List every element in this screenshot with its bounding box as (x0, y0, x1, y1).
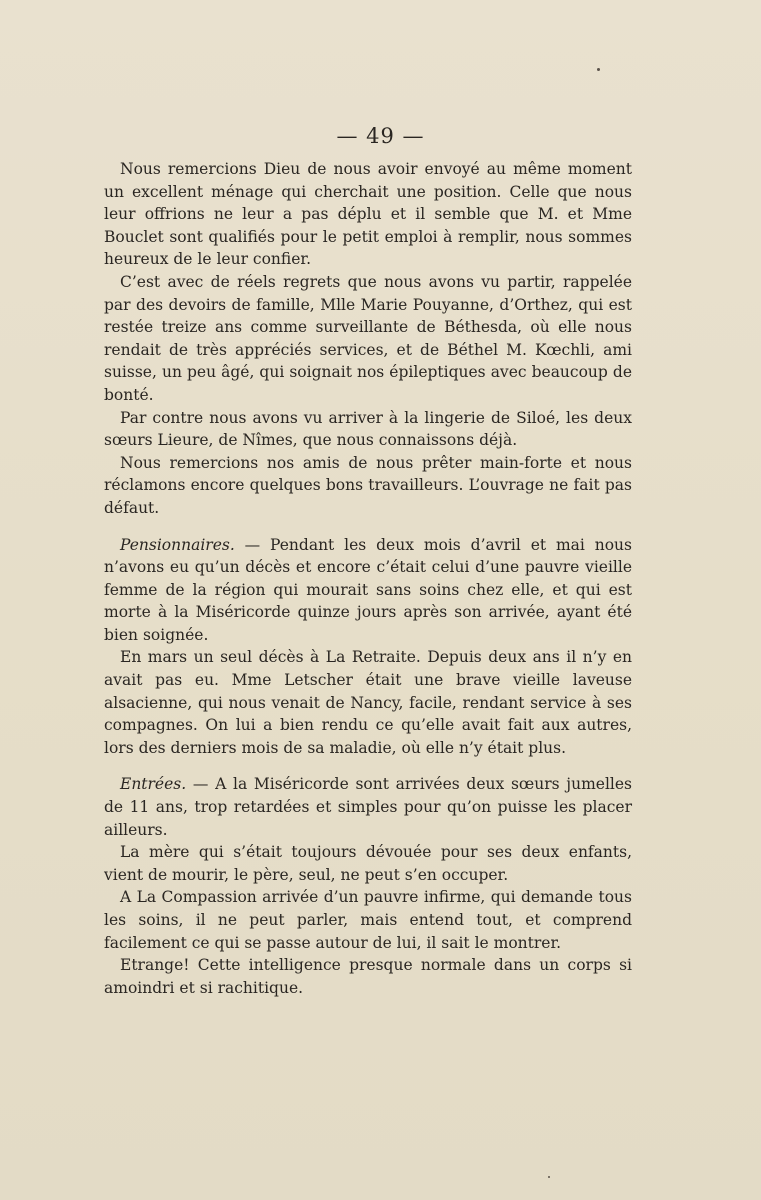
paragraph-departures: C’est avec de réels regrets que nous avons vu partir, rappelée par des devoirs de famille, Mlle Marie Pouyanne, d’Orthez, qui est restée treize ans comme surveillante de Béthesda, où elle nous rendait de très appréciés services, et de Béthel M. Kœchli, ami suisse, un peu âgé, qui soignait nos épileptiques avec beaucoup de bonté. (104, 272, 632, 404)
paragraph-staff-couple: Nous remercions Dieu de nous avoir envoyé au même moment un excellent ménage qui cherchait une position. Celle que nous leur offrions ne leur a pas déplu et il semble que M. et Mme Bouclet sont qualifiés pour le petit emploi à remplir, nous sommes heureux de le leur confier. (104, 160, 632, 269)
paragraph-retraite-death: En mars un seul décès à La Retraite. Depuis deux ans il n’y en avait pas eu. Mme Letscher était une brave vieille laveuse alsacienne, qui nous venait de Nancy, facile, rendant service à ses compagnes. On lui a bien rendu ce qu’elle avait fait aux autres, lors des derniers mois de sa maladie, où elle n’y était plus. (104, 648, 632, 757)
paper-speck (597, 68, 600, 71)
paragraph-arrivals: Par contre nous avons vu arriver à la lingerie de Siloé, les deux sœurs Lieure, de Nîmes, que nous connaissons déjà. (104, 408, 632, 450)
paragraph-strange: Etrange! Cette intelligence presque normale dans un corps si amoindri et si rachitique. (104, 956, 632, 997)
paragraph-pensionnaires-body: — Pendant les deux mois d’avril et mai nous n’avons eu qu’un décès et encore c’était celui d’une pauvre vieille femme de la région qui mourait sans soins chez elle, et qui est morte à la Miséricorde quinze jours après son arrivée, ayant été bien soignée. (104, 535, 632, 644)
paragraph-compassion: A La Compassion arrivée d’un pauvre infirme, qui demande tous les soins, il ne peut parler, mais entend tout, et comprend facilement ce qui se passe autour de lui, il sait le montrer. (104, 888, 632, 952)
paragraph-pensionnaires (104, 534, 632, 647)
paper-speck (548, 1176, 550, 1178)
paragraph-mother: La mère qui s’était toujours dévouée pour ses deux enfants, vient de mourir, le père, seul, ne peut s’en occuper. (104, 843, 632, 884)
paragraph-workers-needed: Nous remercions nos amis de nous prêter main-forte et nous réclamons encore quelques bons travailleurs. L’ouvrage ne fait pas défaut. (104, 453, 632, 517)
paragraph-entrees-body: — A la Miséricorde sont arrivées deux sœurs jumelles de 11 ans, trop retardées et simples pour qu’on puisse les placer ailleurs. (104, 775, 632, 839)
body-text (104, 158, 632, 999)
section-title-entrees: Entrées. (120, 775, 187, 794)
section-title-pensionnaires: Pensionnaires. (120, 535, 235, 554)
page-number: — 49 — (336, 124, 425, 148)
paragraph-entrees (104, 773, 632, 841)
